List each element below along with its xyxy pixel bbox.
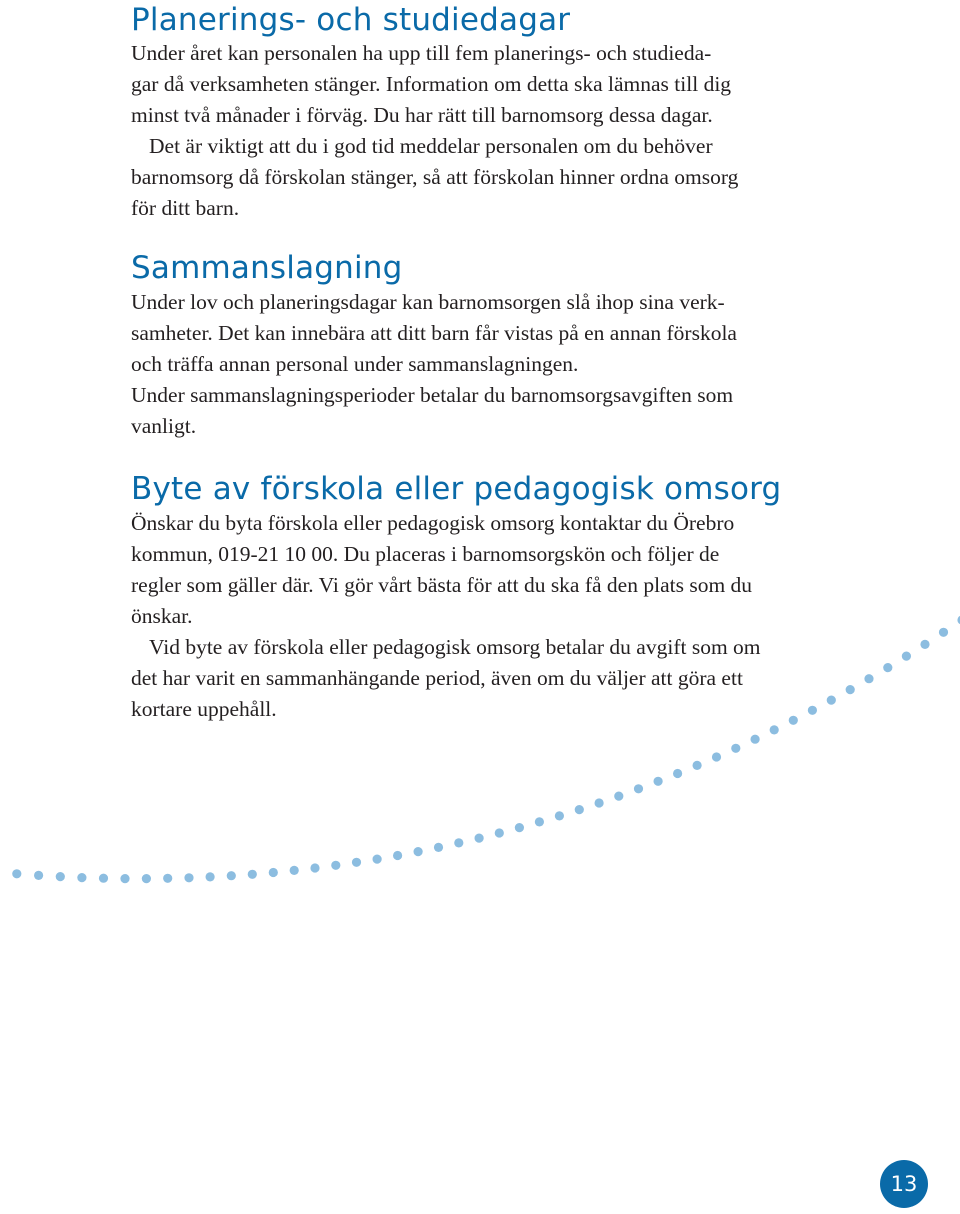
text-line: samheter. Det kan innebära att ditt barn får vistas på en annan förskola xyxy=(131,321,737,345)
page-number-badge: 13 xyxy=(880,1160,928,1208)
decorative-dot xyxy=(808,706,817,715)
decorative-dot xyxy=(163,874,172,883)
text-line: Under året kan personalen ha upp till fem planerings- och studieda- xyxy=(131,41,712,65)
decorative-dot xyxy=(475,834,484,843)
heading-sammanslagning: Sammanslagning xyxy=(131,250,403,286)
decorative-dot xyxy=(693,761,702,770)
decorative-dot xyxy=(770,725,779,734)
decorative-dot xyxy=(883,663,892,672)
paragraph-byte-av-forskola xyxy=(131,508,761,725)
text-line: vanligt. xyxy=(131,414,197,438)
decorative-dot xyxy=(454,838,463,847)
decorative-dot xyxy=(902,652,911,661)
decorative-dot xyxy=(352,858,361,867)
text-line: för ditt barn. xyxy=(131,196,240,220)
decorative-dot xyxy=(99,874,108,883)
text-line: och träffa annan personal under sammanslagningen. xyxy=(131,352,579,376)
text-line: Det är viktigt att du i god tid meddelar personalen om du behöver xyxy=(149,134,713,158)
decorative-dot xyxy=(120,874,129,883)
decorative-dot xyxy=(12,869,21,878)
decorative-dot xyxy=(310,863,319,872)
text-line: Under sammanslagningsperioder betalar du barnomsorgsavgiften som xyxy=(131,383,734,407)
decorative-dot xyxy=(827,696,836,705)
text-line: gar då verksamheten stänger. Information om detta ska lämnas till dig xyxy=(131,72,732,96)
decorative-dot xyxy=(142,874,151,883)
paragraph-sammanslagning xyxy=(131,287,737,442)
decorative-dot xyxy=(789,716,798,725)
text-line: barnomsorg då förskolan stänger, så att förskolan hinner ordna omsorg xyxy=(131,165,739,189)
text-line: Önskar du byta förskola eller pedagogisk omsorg kontaktar du Örebro xyxy=(131,511,735,535)
decorative-dot xyxy=(248,870,257,879)
text-line: regler som gäller där. Vi gör vårt bästa för att du ska få den plats som du xyxy=(131,573,753,597)
decorative-dot xyxy=(290,866,299,875)
decorative-dot xyxy=(373,855,382,864)
decorative-dot xyxy=(393,851,402,860)
decorative-dot xyxy=(56,872,65,881)
decorative-dot xyxy=(939,628,948,637)
decorative-dot xyxy=(269,868,278,877)
heading-planeringsdagar: Planerings- och studiedagar xyxy=(131,2,571,38)
decorative-dot xyxy=(712,752,721,761)
text-line: minst två månader i förväg. Du har rätt till barnomsorg dessa dagar. xyxy=(131,103,713,127)
decorative-dot xyxy=(846,685,855,694)
decorative-dot xyxy=(654,777,663,786)
text-line: Vid byte av förskola eller pedagogisk omsorg betalar du avgift som om xyxy=(149,635,761,659)
decorative-dot xyxy=(434,843,443,852)
text-line: önskar. xyxy=(131,604,193,628)
decorative-dot xyxy=(555,811,564,820)
heading-byte-av-forskola: Byte av förskola eller pedagogisk omsorg xyxy=(131,471,782,507)
decorative-dot xyxy=(206,872,215,881)
decorative-dot xyxy=(595,798,604,807)
decorative-dot xyxy=(227,871,236,880)
text-line: det har varit en sammanhängande period, även om du väljer att göra ett xyxy=(131,666,743,690)
decorative-dot xyxy=(864,674,873,683)
text-line: kommun, 019-21 10 00. Du placeras i barnomsorgskön och följer de xyxy=(131,542,720,566)
decorative-dot xyxy=(634,784,643,793)
decorative-dot xyxy=(614,792,623,801)
decorative-dot xyxy=(575,805,584,814)
decorative-dot xyxy=(34,871,43,880)
decorative-dot xyxy=(515,823,524,832)
decorative-dot xyxy=(331,861,340,870)
text-line: kortare uppehåll. xyxy=(131,697,277,721)
decorative-dot xyxy=(535,817,544,826)
decorative-dot xyxy=(495,828,504,837)
paragraph-planeringsdagar xyxy=(131,38,738,224)
decorative-dot xyxy=(414,847,423,856)
decorative-dot xyxy=(184,873,193,882)
decorative-dot xyxy=(673,769,682,778)
decorative-dot xyxy=(751,735,760,744)
text-line: Under lov och planeringsdagar kan barnomsorgen slå ihop sina verk- xyxy=(131,290,725,314)
decorative-dot xyxy=(77,873,86,882)
decorative-dot xyxy=(920,640,929,649)
decorative-dot xyxy=(731,744,740,753)
